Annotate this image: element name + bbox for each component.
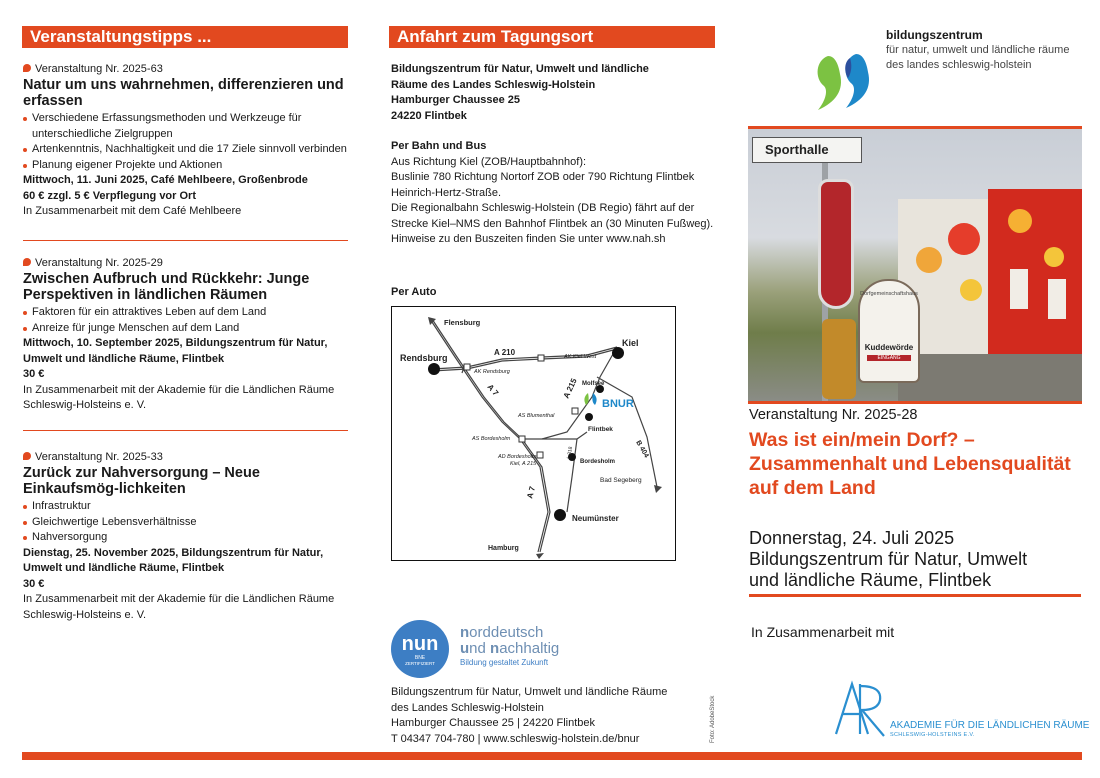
logo-name: bildungszentrum <box>886 28 983 42</box>
map-label-kiel: Kiel <box>622 338 639 348</box>
map-label-as-blumenthal: AS Blumenthal <box>518 413 555 419</box>
map-label-molfsee: Molfsee <box>582 381 605 387</box>
nun-wordmark <box>460 625 559 668</box>
map-label-a7-bottom: A 7 <box>525 485 538 500</box>
bottom-rule <box>22 752 1082 760</box>
photo-credit: Foto: AdobeStock <box>710 695 716 743</box>
map-label-neumuenster: Neumünster <box>572 514 619 523</box>
bahn-line: Strecke Kiel–NMS den Bahnhof Flintbek an (30 Minuten Fußweg). <box>391 217 714 230</box>
middle-section-header: Anfahrt zum Tagungsort <box>389 26 715 48</box>
photo-sign-sporthalle: Sporthalle <box>752 137 862 163</box>
map-label-bordesholm: Bordesholm <box>580 459 616 465</box>
event-number: Veranstaltung Nr. 2025-63 <box>23 62 349 76</box>
nun-letter-n2: n <box>490 640 500 657</box>
photo-dot <box>1044 247 1064 267</box>
event-cooperation: In Zusammenarbeit mit der Akademie für die Ländlichen Räume Schleswig-Holsteins e. V. <box>23 593 335 621</box>
city-kiel-dot <box>612 347 624 359</box>
auto-title: Per Auto <box>391 286 437 298</box>
map-label-ak-rendsburg: AK Rendsburg <box>474 369 510 375</box>
photo-window <box>1010 269 1028 309</box>
village-photo <box>748 129 1082 401</box>
event-bullet: Planung eigener Projekte und Aktionen <box>23 158 349 174</box>
arrow-segeberg <box>654 485 662 493</box>
event-bullet: Gleichwertige Lebensverhältnisse <box>23 515 349 531</box>
address-line: Bildungszentrum für Natur, Umwelt und ländliche <box>391 63 649 75</box>
map-label-a7-top: A 7 <box>485 382 501 398</box>
event-block-1 <box>23 62 349 220</box>
photo-bottom-rule <box>748 401 1082 404</box>
photo-dot <box>948 223 980 255</box>
akademie-sub: SCHLESWIG-HOLSTEINS E.V. <box>890 732 975 738</box>
event-bullet: Anreize für junge Menschen auf dem Land <box>23 321 349 337</box>
junction-ak-rendsburg <box>464 364 470 370</box>
akademie-logo-svg <box>832 680 892 738</box>
photo-red-shield <box>818 179 854 309</box>
divider <box>23 430 348 431</box>
nun-line2: achhaltig <box>499 640 560 657</box>
event-block-2 <box>23 256 349 414</box>
event-date: Mittwoch, 10. September 2025, Bildungszentrum für Natur, Umwelt und ländliche Räume, Flintbek <box>23 337 328 365</box>
event-number: Veranstaltung Nr. 2025-29 <box>23 256 349 270</box>
map-label-b404: B 404 <box>634 439 650 460</box>
nun-letter-u: u <box>460 640 470 657</box>
logo-sub2: des landes schleswig-holstein <box>886 59 1032 71</box>
footer-line: Bildungszentrum für Natur, Umwelt und ländliche Räume <box>391 686 668 698</box>
map-label-rendsburg: Rendsburg <box>400 353 448 363</box>
map-label-ad-bordesholm-sub: Kiel, A 215 <box>510 461 537 467</box>
akademie-name: AKADEMIE FÜR DIE LÄNDLICHEN RÄUME <box>890 720 1090 731</box>
map-label-bnur: BNUR <box>602 398 634 410</box>
bahn-line: Buslinie 780 Richtung Nortorf ZOB oder 790 Richtung Flintbek <box>391 171 695 183</box>
photo-sign-dgh-text: Dorfgemeinschaftshaus <box>860 291 918 297</box>
nun-tagline: Bildung gestaltet Zukunft <box>460 658 549 667</box>
event-bullet: Faktoren für ein attraktives Leben auf dem Land <box>23 305 349 321</box>
junction-as-blumenthal <box>572 408 578 414</box>
photo-dot <box>960 279 982 301</box>
photo-ground <box>898 354 1082 401</box>
event-date: Dienstag, 25. November 2025, Bildungszentrum für Natur, Umwelt und ländliche Räume, Flintbek <box>23 546 324 574</box>
divider <box>23 240 348 241</box>
bahn-line: Hinweise zu den Buszeiten finden Sie unter www.nah.sh <box>391 233 666 245</box>
cooperation-label: In Zusammenarbeit mit <box>751 624 895 640</box>
divider <box>749 594 1081 597</box>
main-event-details <box>749 528 1089 591</box>
left-section-header: Veranstaltungstipps ... <box>22 26 348 48</box>
address-line: Räume des Landes Schleswig-Holstein <box>391 78 596 91</box>
event-cooperation: In Zusammenarbeit mit dem Café Mehlbeere <box>23 205 242 217</box>
photo-window <box>1048 279 1066 319</box>
event-price: 60 € zzgl. 5 € Verpflegung vor Ort <box>23 189 196 202</box>
city-neumuenster-dot <box>554 509 566 521</box>
photo-yellow-shield <box>822 319 856 399</box>
footer-address <box>391 685 701 747</box>
nun-badge-ring: ZERTIFIZIERT <box>405 661 435 666</box>
junction-ak-kiel-west <box>538 355 544 361</box>
event-title: Zwischen Aufbruch und Rückkehr: Junge Perspektiven in ländlichen Räumen <box>23 271 310 303</box>
event-block-3 <box>23 450 349 623</box>
map-label-hamburg: Hamburg <box>488 545 519 552</box>
photo-sign-eingang: EINGANG <box>867 355 911 361</box>
map-label-ak-kiel-west: AK Kiel-West <box>564 354 597 360</box>
map-label-bad-segeberg: Bad Segeberg <box>600 477 642 484</box>
address-line: Hamburger Chaussee 25 <box>391 94 520 106</box>
map-label-a210: A 210 <box>494 348 516 357</box>
bnur-logo-text <box>886 28 1086 73</box>
nun-badge-text: nun <box>401 633 439 655</box>
photo-dot <box>916 247 942 273</box>
bahn-line: Die Regionalbahn Schleswig-Holstein (DB Regio) fährt auf der <box>391 202 695 214</box>
route-map <box>391 306 676 561</box>
main-event-title: Was ist ein/mein Dorf? – Zusammenhalt und Lebensqualität auf dem Land <box>749 429 1071 499</box>
event-price: 30 € <box>23 577 45 590</box>
junction-ad-bordesholm <box>537 452 543 458</box>
event-bullet: Verschiedene Erfassungsmethoden und Werkzeuge für unterschiedliche Zielgruppen <box>23 111 349 142</box>
city-rendsburg-dot <box>428 363 440 375</box>
nun-badge-bne: BNE <box>414 655 426 661</box>
main-event-venue-2: und ländliche Räume, Flintbek <box>749 570 992 590</box>
nun-line2-mid: nd <box>469 640 491 657</box>
bahn-title: Per Bahn und Bus <box>391 140 487 152</box>
bnur-logo <box>814 52 874 114</box>
akademie-logo-mark <box>832 680 892 738</box>
bahn-line: Aus Richtung Kiel (ZOB/Hauptbahnhof): <box>391 155 587 168</box>
logo-sub1: für natur, umwelt und ländliche räume <box>886 44 1070 56</box>
bahn-section <box>391 139 721 248</box>
map-label-ad-bordesholm: AD Bordesholm <box>498 454 537 460</box>
nun-line1: orddeutsch <box>469 624 544 641</box>
map-label-l318: L 318 <box>566 446 575 460</box>
footer-line: des Landes Schleswig-Holstein <box>391 701 544 714</box>
bnur-logo-svg <box>814 52 874 114</box>
bnur-marker-blue <box>592 393 596 405</box>
event-bullet: Nahversorgung <box>23 530 349 546</box>
event-bullet: Infrastruktur <box>23 499 349 515</box>
event-number: Veranstaltung Nr. 2025-33 <box>23 450 349 464</box>
city-flintbek-dot <box>585 413 593 421</box>
arrow-hamburg <box>536 553 544 559</box>
venue-address <box>391 62 711 124</box>
photo-dot <box>1008 209 1032 233</box>
photo-sign-kuddewoerde: Kuddewörde <box>864 343 914 352</box>
footer-line: T 04347 704-780 | www.schleswig-holstein.de/bnur <box>391 732 640 745</box>
event-title: Natur um uns wahrnehmen, differenzieren und erfassen <box>23 77 344 109</box>
event-price: 30 € <box>23 368 45 380</box>
photo-sign-dgh <box>858 279 920 383</box>
map-label-a215: A 215 <box>561 376 579 400</box>
route-map-svg <box>392 307 675 560</box>
event-date: Mittwoch, 11. Juni 2025, Café Mehlbeere, Großenbrode <box>23 174 308 186</box>
akademie-logo-text <box>890 720 1090 739</box>
event-cooperation: In Zusammenarbeit mit der Akademie für die Ländlichen Räume Schleswig-Holsteins e. V. <box>23 383 335 411</box>
nun-letter-n: n <box>460 624 470 641</box>
event-bullet: Artenkenntnis, Nachhaltigkeit und die 17 Ziele sinnvoll verbinden <box>23 142 349 158</box>
event-title: Zurück zur Nahversorgung – Neue Einkaufsmög-lichkeiten <box>23 465 260 497</box>
map-label-flensburg: Flensburg <box>444 318 481 327</box>
junction-as-bordesholm <box>519 436 525 442</box>
main-event-venue-1: Bildungszentrum für Natur, Umwelt <box>749 549 1028 569</box>
map-label-flintbek: Flintbek <box>588 426 613 433</box>
address-line: 24220 Flintbek <box>391 109 467 122</box>
map-label-as-bordesholm: AS Bordesholm <box>472 436 511 442</box>
nun-badge <box>391 620 449 678</box>
footer-line: Hamburger Chaussee 25 | 24220 Flintbek <box>391 717 596 729</box>
bahn-line: Heinrich-Hertz-Straße. <box>391 186 502 199</box>
main-event-number: Veranstaltung Nr. 2025-28 <box>749 407 918 423</box>
main-event-date: Donnerstag, 24. Juli 2025 <box>749 528 955 548</box>
